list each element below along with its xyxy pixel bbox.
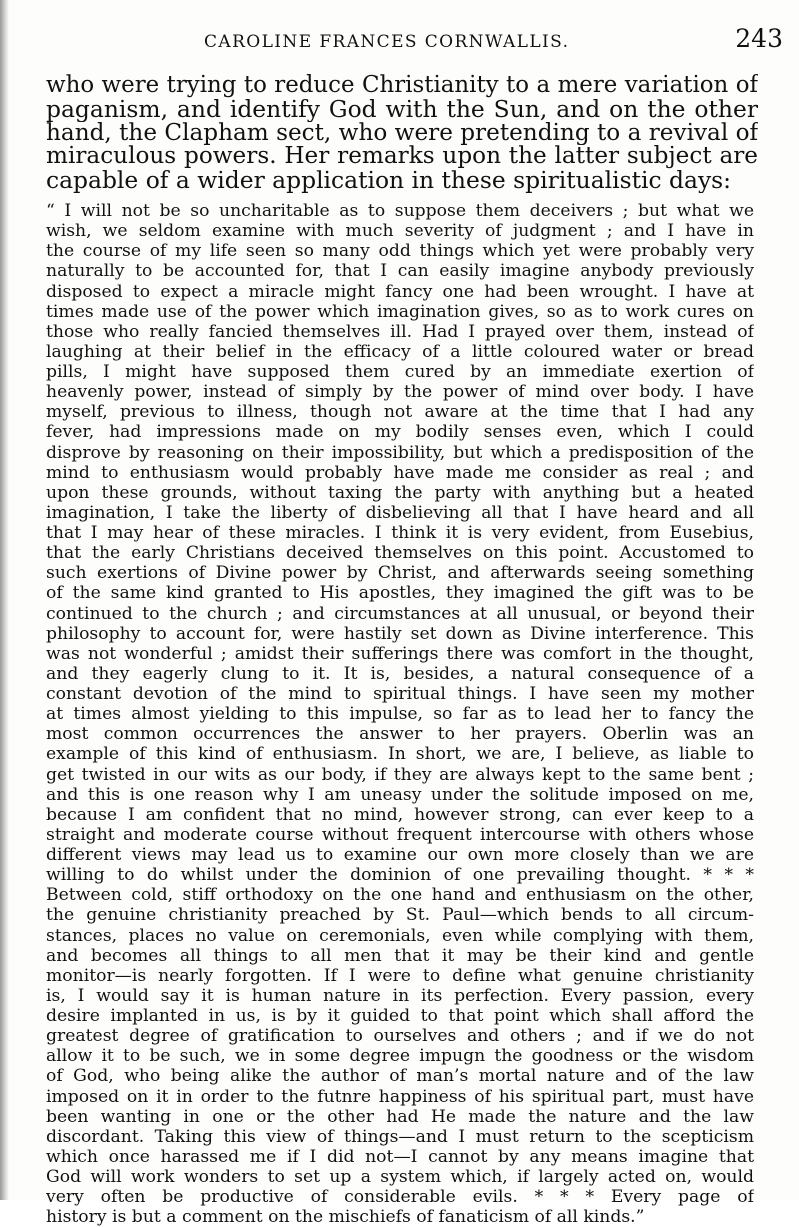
quote-text-line: allow it to be such, we in some degree impugn the goodness or the wisdom <box>46 1046 754 1067</box>
quote-text-line: myself, previous to illness, though not aware at the time that I had any <box>46 402 754 423</box>
page-number: 243 <box>735 24 783 53</box>
body-text-line: capable of a wider application in these spiritualistic days: <box>46 169 732 193</box>
quote-text-line: of the same kind granted to His apostles, they imagined the gift was to be <box>46 583 754 604</box>
body-text-line: miraculous powers. Her remarks upon the latter subject are <box>46 145 758 170</box>
quote-text-line: different views may lead us to examine our own more closely than we are <box>46 845 754 865</box>
quote-text-line: at times almost yielding to this impulse, so far as to lead her to fancy the <box>46 704 754 725</box>
quote-text-line: such exertions of Divine power by Christ, and afterwards seeing something <box>46 563 754 584</box>
body-text-line: hand, the Clapham sect, who were pretending to a revival of <box>46 121 758 146</box>
quote-text-line: history is but a comment on the mischiefs of fanaticism of all kinds.” <box>46 1207 645 1227</box>
quote-text-line: that I may hear of these miracles. I think it is very evident, from Eusebius, <box>46 523 754 543</box>
quote-text-line: mind to enthusiasm would probably have made me consider as real ; and <box>46 462 754 483</box>
quote-text-line: times made use of the power which imagination gives, so as to work cures on <box>46 301 754 322</box>
quoted-passage <box>46 201 754 1227</box>
quote-text-line: was not wonderful ; amidst their sufferings there was comfort in the thought, <box>46 643 754 664</box>
quote-text-line: desire implanted in us, is by it guided to that point which shall afford the <box>46 1006 754 1026</box>
quote-text-line: naturally to be accounted for, that I can easily imagine anybody previously <box>46 261 754 282</box>
quote-text-line: which once harassed me if I did not—I cannot by any means imagine that <box>46 1146 754 1167</box>
body-paragraph <box>46 74 758 193</box>
binding-gutter-shadow <box>0 0 9 1200</box>
quote-text-line: discordant. Taking this view of things—and I must return to the scepticism <box>46 1126 754 1147</box>
quote-text-line: greatest degree of gratification to ourselves and others ; and if we do not <box>46 1026 754 1047</box>
quote-text-line: that the early Christians deceived themselves on this point. Accustomed to <box>46 543 754 564</box>
quote-text-line: and they eagerly clung to it. It is, besides, a natural consequence of a <box>46 663 754 684</box>
quote-text-line: philosophy to account for, were hastily set down as Divine interference. This <box>46 623 754 644</box>
quote-text-line: because I am confident that no mind, however strong, can ever keep to a <box>46 804 754 825</box>
quote-text-line: straight and moderate course without frequent intercourse with others whose <box>46 824 754 845</box>
quote-text-line: laughing at their belief in the efficacy of a little coloured water or bread <box>46 341 754 362</box>
quote-text-line: Between cold, stiff orthodoxy on the one hand and enthusiasm on the other, <box>46 885 754 906</box>
body-text-line: who were trying to reduce Christianity to a mere variation of <box>46 74 758 98</box>
quote-text-line: “ I will not be so uncharitable as to suppose them deceivers ; but what we <box>46 201 754 221</box>
quote-text-line: disprove by reasoning on their impossibility, but which a predisposition of the <box>46 442 754 463</box>
quote-text-line: constant devotion of the mind to spiritual things. I have seen my mother <box>46 684 754 704</box>
quote-text-line: disposed to expect a miracle might fancy one had been wrought. I have at <box>46 281 754 302</box>
quote-text-line: example of this kind of enthusiasm. In short, we are, I believe, as liable to <box>46 744 754 765</box>
quote-text-line: been wanting in one or the other had He made the nature and the law <box>46 1106 754 1127</box>
quote-text-line: very often be productive of considerable evils. * * * Every page of <box>46 1187 754 1208</box>
page-header <box>0 22 799 62</box>
quote-text-line: fever, had impressions made on my bodily senses even, which I could <box>46 422 754 443</box>
quote-text-line: the course of my life seen so many odd things which yet were probably very <box>46 241 754 262</box>
quote-text-line: most common occurrences the answer to her prayers. Oberlin was an <box>46 724 754 745</box>
quote-text-line: get twisted in our wits as our body, if they are always kept to the same bent ; <box>46 764 754 785</box>
quote-text-line: imagination, I take the liberty of disbelieving all that I have heard and all <box>46 502 754 523</box>
quote-text-line: pills, I might have supposed them cured by an immediate exertion of <box>46 362 754 382</box>
quote-text-line: continued to the church ; and circumstances at all unusual, or beyond their <box>46 603 754 624</box>
quote-text-line: is, I would say it is human nature in its perfection. Every passion, every <box>46 985 754 1006</box>
quote-text-line: God will work wonders to set up a system which, if largely acted on, would <box>46 1167 754 1187</box>
quote-text-line: upon these grounds, without taxing the party with anything but a heated <box>46 482 754 503</box>
quote-text-line: willing to do whilst under the dominion of one prevailing thought. * * * <box>46 865 754 886</box>
running-head-title: CAROLINE FRANCES CORNWALLIS. <box>204 32 570 52</box>
quote-text-line: the genuine christianity preached by St. Paul—which bends to all circum- <box>46 905 754 926</box>
quote-text-line: stances, places no value on ceremonials, even while complying with them, <box>46 925 754 946</box>
quote-text-line: monitor—is nearly forgotten. If I were to define what genuine christianity <box>46 965 754 986</box>
quote-text-line: and this is one reason why I am uneasy under the solitude imposed on me, <box>46 784 754 805</box>
quote-text-line: wish, we seldom examine with much severity of judgment ; and I have in <box>46 221 754 242</box>
quote-text-line: and becomes all things to all men that it may be their kind and gentle <box>46 945 754 966</box>
quote-text-line: of God, who being alike the author of man’s mortal nature and of the law <box>46 1066 754 1087</box>
quote-text-line: those who really fancied themselves ill. Had I prayed over them, instead of <box>46 321 754 342</box>
quote-text-line: imposed on it in order to the futnre happiness of his spiritual part, must have <box>46 1086 754 1107</box>
body-text-line: paganism, and identify God with the Sun, and on the other <box>46 97 758 122</box>
quote-text-line: heavenly power, instead of simply by the power of mind over body. I have <box>46 382 754 403</box>
